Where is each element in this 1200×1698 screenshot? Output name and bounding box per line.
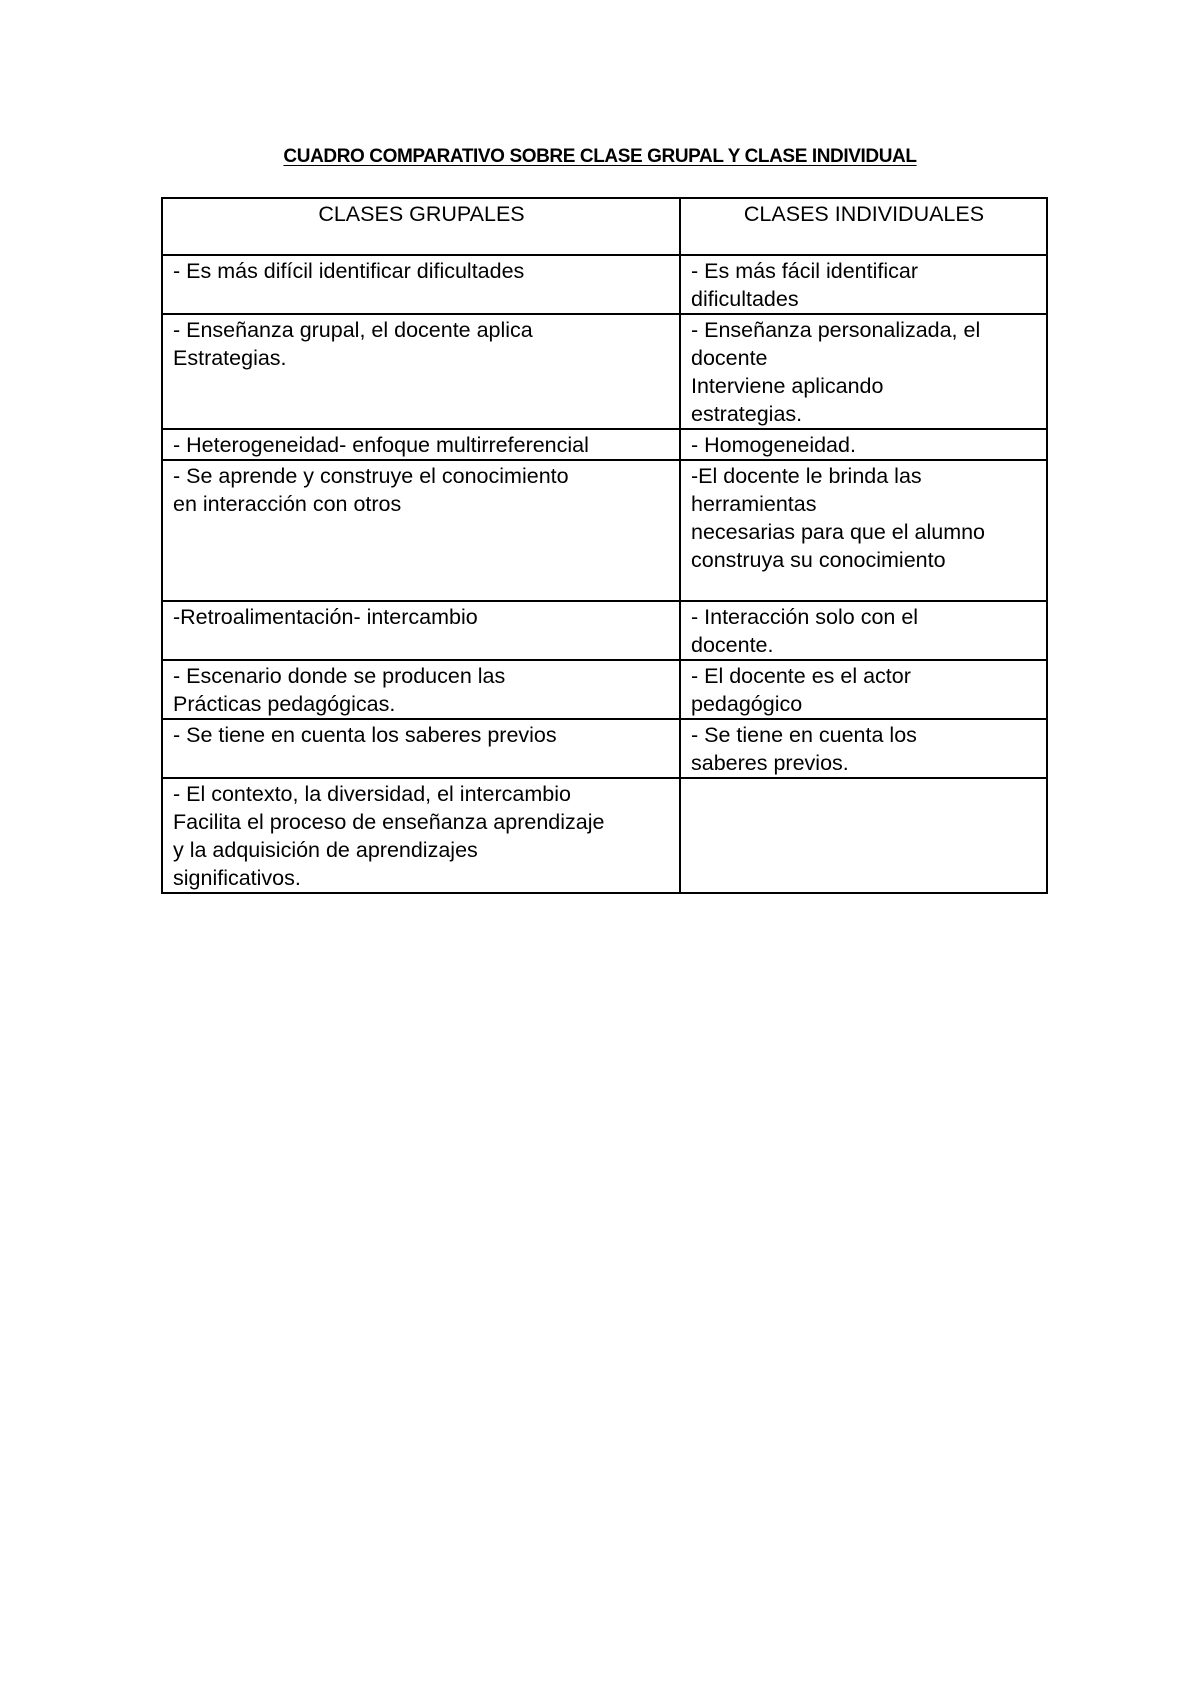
table-row <box>162 601 1047 660</box>
table-row <box>162 719 1047 778</box>
cell-individual <box>680 778 1047 893</box>
page-title: CUADRO COMPARATIVO SOBRE CLASE GRUPAL Y CLASE INDIVIDUAL <box>283 146 917 167</box>
table-row <box>162 660 1047 719</box>
cell-grupal: - Es más difícil identificar dificultades <box>162 255 680 314</box>
cell-grupal: - Se tiene en cuenta los saberes previos <box>162 719 680 778</box>
table-row <box>162 429 1047 460</box>
cell-grupal: - Heterogeneidad- enfoque multirreferencial <box>162 429 680 460</box>
cell-individual: - Homogeneidad. <box>680 429 1047 460</box>
table-row <box>162 255 1047 314</box>
cell-grupal: -Retroalimentación- intercambio <box>162 601 680 660</box>
cell-individual: - Se tiene en cuenta los saberes previos. <box>680 719 1047 778</box>
table-row <box>162 314 1047 429</box>
header-clases-grupales: CLASES GRUPALES <box>162 198 680 255</box>
cell-individual: - Interacción solo con el docente. <box>680 601 1047 660</box>
cell-individual: - El docente es el actor pedagógico <box>680 660 1047 719</box>
cell-grupal: - Se aprende y construye el conocimiento en interacción con otros <box>162 460 680 601</box>
cell-individual: - Enseñanza personalizada, el docente Interviene aplicando estrategias. <box>680 314 1047 429</box>
header-clases-individuales: CLASES INDIVIDUALES <box>680 198 1047 255</box>
cell-grupal: - El contexto, la diversidad, el intercambio Facilita el proceso de enseñanza aprendizaje y la adquisición de aprendizajes significativos. <box>162 778 680 893</box>
cell-individual: - Es más fácil identificar dificultades <box>680 255 1047 314</box>
table-row <box>162 460 1047 601</box>
comparison-table <box>161 197 1048 894</box>
cell-grupal: - Escenario donde se producen las Prácticas pedagógicas. <box>162 660 680 719</box>
cell-grupal: - Enseñanza grupal, el docente aplica Estrategias. <box>162 314 680 429</box>
table-row <box>162 778 1047 893</box>
cell-individual: -El docente le brinda las herramientas necesarias para que el alumno construya su conocimiento <box>680 460 1047 601</box>
table-header-row <box>162 198 1047 255</box>
